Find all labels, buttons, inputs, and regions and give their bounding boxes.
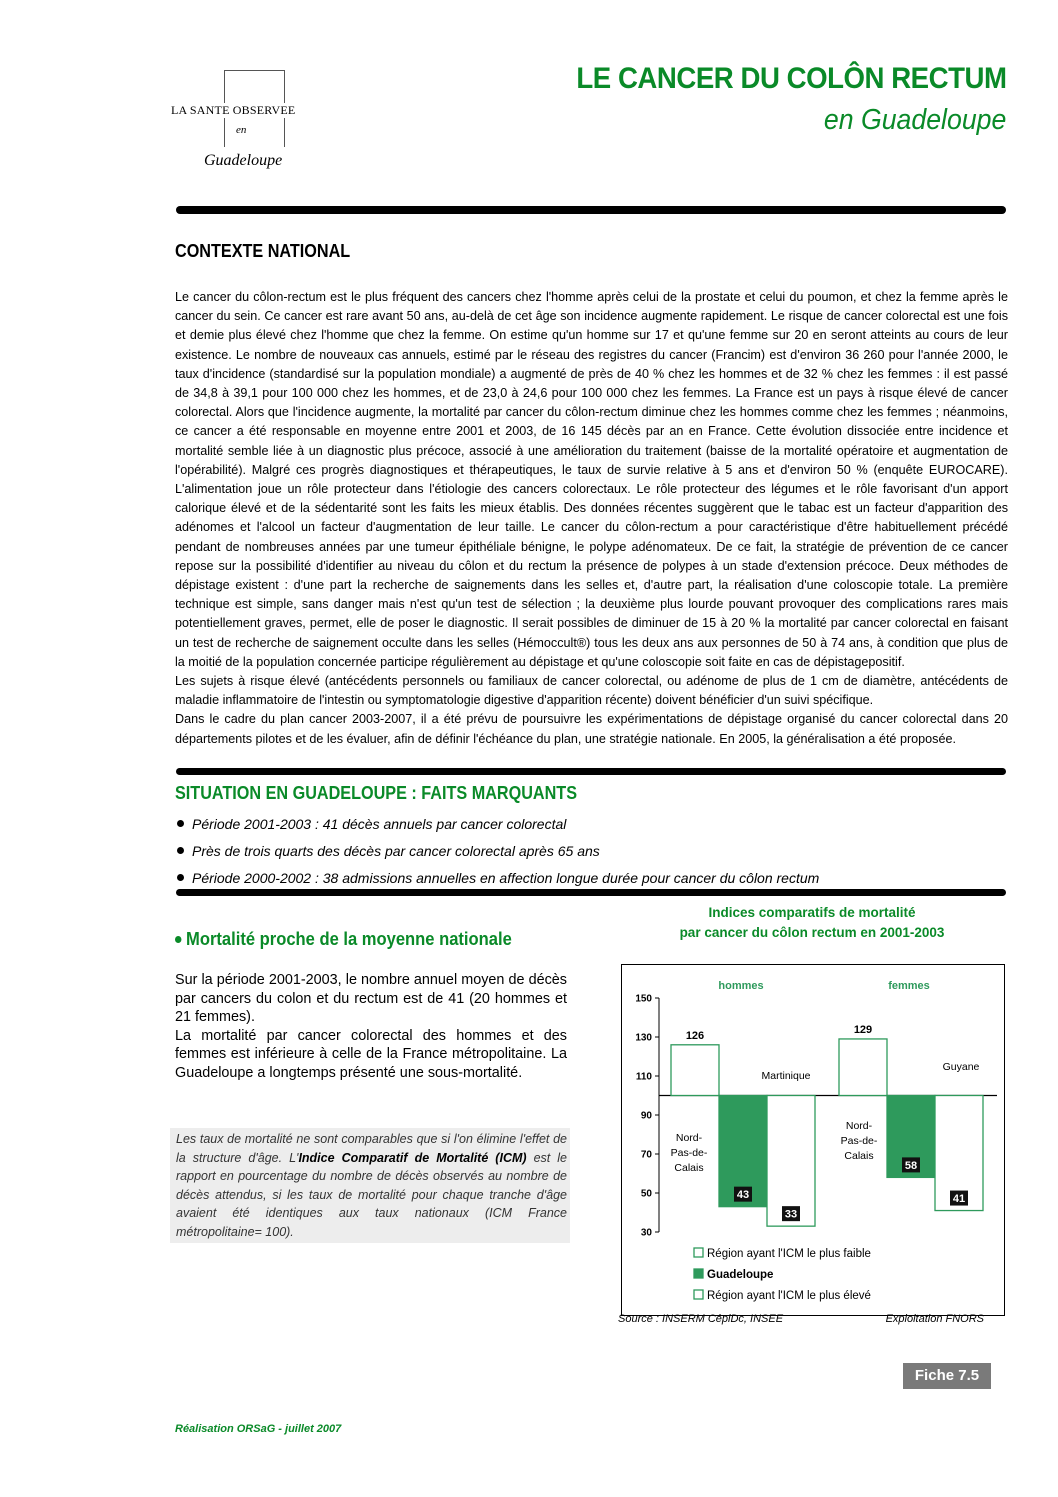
data-label: 33 <box>784 1208 798 1221</box>
data-label: 129 <box>853 1023 873 1036</box>
page-title: LE CANCER DU COLÔN RECTUM <box>575 62 1006 95</box>
legend-label: Région ayant l'ICM le plus élevé <box>707 1290 871 1302</box>
bullet-icon <box>175 936 181 943</box>
group-label: femmes <box>888 980 930 992</box>
chart-title-line1: Indices comparatifs de mortalité <box>708 905 916 920</box>
top-divider <box>176 206 1006 214</box>
bar <box>671 1045 719 1096</box>
lower-divider <box>176 889 1006 896</box>
icm-term: Indice Comparatif de Mortalité (ICM) <box>298 1150 527 1165</box>
bar <box>839 1039 887 1096</box>
logo-line2: en <box>236 124 247 136</box>
contexte-paragraph-2: Les sujets à risque élevé (antécédents personnels ou familiaux de cancer colorectal, ou adénome de plus de 1 cm de diamètre, antécédents de maladie inflammatoire de l'intestin ou symptomatologie digestive d'apparition récente) doivent bénéficier d'un suivi spécifique. <box>175 674 1008 708</box>
data-label: 43 <box>736 1189 750 1202</box>
list-item: Près de trois quarts des décès par cancer colorectal après 65 ans <box>175 837 819 864</box>
region-label-npdc: Nord- <box>845 1120 873 1132</box>
region-label-npdc: Calais <box>674 1162 704 1174</box>
middle-divider <box>176 768 1006 775</box>
data-label: 58 <box>904 1159 918 1172</box>
contexte-paragraph-1: Le cancer du côlon-rectum est le plus fréquent des cancers chez l'homme après celui de la prostate et celui du poumon, et chez la femme après le cancer du sein. Ce cancer est rare avant 50 ans, au-delà de cet âge son incidence augmente rapidement. Le risque de cancer colorectal est une fois et demie plus élevé chez l'homme que chez la femme. On estime qu'un homme sur 17 et qu'une femme sur 20 en seront atteints au cours de leur existence. Le nombre de nouveaux cas annuels, estimé par le réseau des registres du cancer (Francim) est d'environ 36 260 pour l'année 2000, le taux d'incidence (standardisé sur la population mondiale) a augmenté de près de 40 % chez les hommes et de 32 % chez les femmes : il est passé de 34,8 à 39,1 pour 100 000 chez les hommes, et de 23,0 à 24,6 pour 100 000 chez les femmes. La France est un pays à risque élevé de cancer colorectal. Alors que l'incidence augmente, la mortalité par cancer du côlon-rectum diminue chez les hommes comme chez les femmes ; néanmoins, ce cancer a été responsable en moyenne entre 2001 et 2003, de 16 145 décès par an en France. Cette évolution dissociée entre incidence et mortalité semble liée à un diagnostic plus précoce, associé à une amélioration du traitement (baisse de la mortalité opératoire et augmentation de l'opérabilité). Malgré ces progrès diagnostiques et thérapeutiques, le taux de survie relative à 5 ans et d'environ 50 % (enquête EUROCARE). L'alimentation joue un rôle protecteur dans l'étiologie des cancers colorectaux. Le rôle protecteur des légumes et le rôle favorisant d'un apport calorique élevé et de la sédentarité sont les faits les mieux établis. Des données récentes suggèrent que le tabac est un facteur d'apparition des adénomes et l'alcool un facteur d'augmentation de leur taille. Le cancer du côlon-rectum a pour caractéristique d'être habituellement précédé pendant de nombreuses années par une tumeur épithéliale bénigne, le polype adénomateux. De ce fait, la stratégie de prévention de ce cancer repose sur la possibilité d'identifier au niveau du côlon et du rectum la présence de polypes à un stade d'extension précoce. Deux méthodes de dépistage existent : d'une part la recherche de saignements dans les selles et, d'autre part, la réalisation d'une coloscopie totale. La première technique est simple, sans danger mais n'est qu'un test de sélection ; la deuxième plus lourde pouvant provoquer des complications rares mais potentiellement graves, permet, elle de poser le diagnostic. Il serait possibles de diminuer de 15 à 20 % la mortalité par cancer colorectal en faisant un test de recherche de saignement occulte dans les selles (Hémoccult®) tous les deux ans aux personnes de 50 à 74 ans, à condition que plus de la moitié de la population concernée participe régulièrement au dépistage et qu'une coloscopie soit faite en cas de dépistagepositif. <box>175 290 1008 669</box>
logo-line3: Guadeloupe <box>204 152 283 169</box>
region-label-npdc: Nord- <box>675 1132 703 1144</box>
chart-title <box>622 903 1002 943</box>
y-tick-label: 90 <box>640 1110 652 1122</box>
chart-exploitation: Exploitation FNORS <box>885 1313 984 1325</box>
faits-marquants-list <box>175 810 819 891</box>
bullet-icon <box>177 874 184 881</box>
icm-note: Les taux de mortalité ne sont comparables que si l'on élimine l'effet de la structure d'âge. L'Indice Comparatif de Mortalité (ICM) est le rapport en pourcentage du nombre de décès observés au nombre de décès attendus, si les taux de mortalité pour chaque tranche d'âge avaient été identiques aux taux nationaux (ICM France métropolitaine= 100). <box>176 1132 567 1239</box>
y-tick-label: 70 <box>640 1149 652 1161</box>
y-tick-label: 110 <box>635 1071 652 1083</box>
mortalite-paragraph-2: La mortalité par cancer colorectal des hommes et des femmes est inférieure à celle de la France métropolitaine. La Guadeloupe a longtemps présenté une sous-mortalité. <box>175 1027 567 1081</box>
region-label-npdc: Calais <box>844 1150 874 1162</box>
list-item: Période 2000-2002 : 38 admissions annuelles en affection longue durée pour cancer du côlon rectum <box>175 864 819 891</box>
group-label: hommes <box>718 980 764 992</box>
legend-swatch <box>694 1290 703 1299</box>
region-label-guyane: Guyane <box>942 1061 980 1073</box>
mortalite-heading: Mortalité proche de la moyenne nationale <box>175 929 512 950</box>
y-tick-label: 30 <box>640 1227 652 1239</box>
legend-swatch <box>694 1248 703 1257</box>
logo-line1: LA SANTE OBSERVEE <box>171 103 296 117</box>
y-tick-label: 150 <box>635 993 652 1005</box>
list-item: Période 2001-2003 : 41 décès annuels par cancer colorectal <box>175 810 819 837</box>
data-label: 126 <box>685 1029 705 1042</box>
mortalite-paragraph-1: Sur la période 2001-2003, le nombre annuel moyen de décès par cancers du colon et du rectum est de 41 (20 hommes et 21 femmes). <box>175 972 567 1026</box>
y-tick-label: 130 <box>635 1032 652 1044</box>
chart-source: Source : INSERM CépiDc, INSEE <box>618 1313 784 1325</box>
data-label: 41 <box>952 1193 966 1206</box>
legend-swatch <box>694 1269 703 1278</box>
fiche-badge: Fiche 7.5 <box>903 1363 991 1389</box>
y-tick-label: 50 <box>640 1188 652 1200</box>
icm-bar-chart <box>621 964 1005 1316</box>
contexte-heading: CONTEXTE NATIONAL <box>175 241 351 261</box>
bullet-icon <box>177 847 184 854</box>
region-label-npdc: Pas-de- <box>840 1135 878 1147</box>
region-label-npdc: Pas-de- <box>670 1147 708 1159</box>
mortalite-body <box>175 971 567 1083</box>
page-subtitle: en Guadeloupe <box>823 104 1006 136</box>
region-label-martinique: Martinique <box>761 1070 811 1082</box>
footer-credit: Réalisation ORSaG - juillet 2007 <box>175 1423 342 1435</box>
situation-heading: SITUATION EN GUADELOUPE : FAITS MARQUANTS <box>175 783 578 803</box>
bullet-icon <box>177 820 184 827</box>
legend-label: Région ayant l'ICM le plus faible <box>707 1248 871 1260</box>
chart-title-line2: par cancer du côlon rectum en 2001-2003 <box>679 925 945 940</box>
legend-label: Guadeloupe <box>707 1269 774 1281</box>
contexte-paragraph-3: Dans le cadre du plan cancer 2003-2007, il a été prévu de poursuivre les expérimentations de dépistage organisé du cancer colorectal dans 20 départements pilotes et de les évaluer, afin de définir l'échéance du plan, une stratégie nationale. En 2005, la généralisation a été proposée. <box>175 712 1008 746</box>
contexte-body <box>175 288 1008 749</box>
